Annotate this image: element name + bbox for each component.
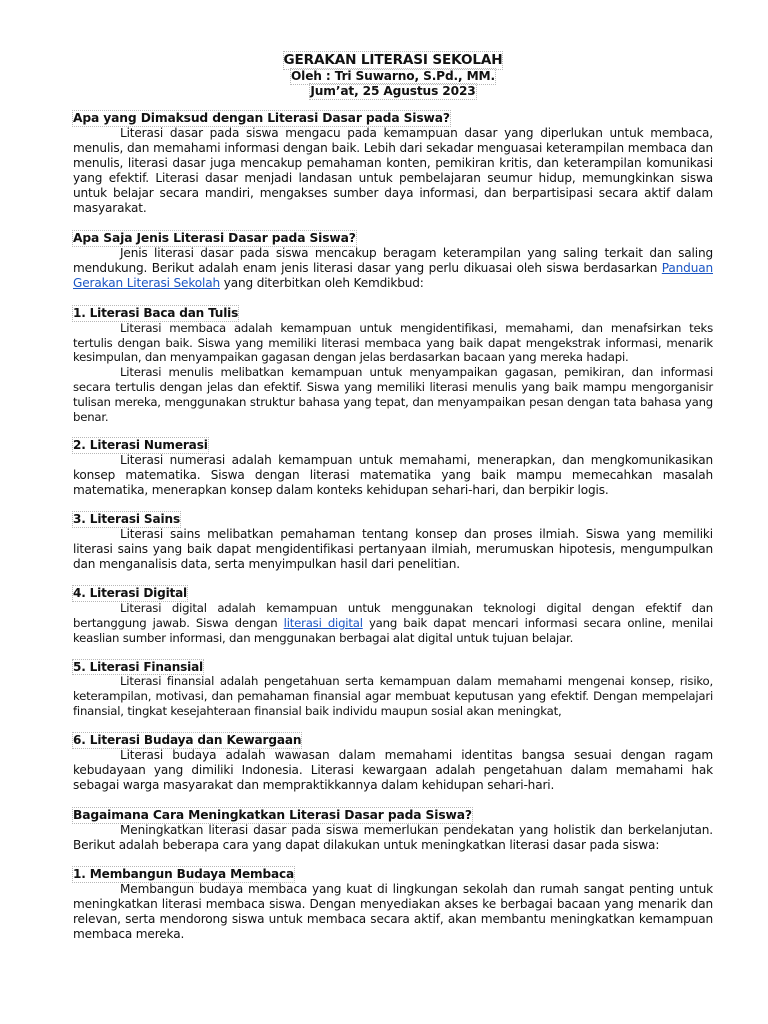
section-paragraph: Jenis literasi dasar pada siswa mencakup beragam keterampilan yang saling terkait dan saling mendukung. Berikut adalah enam jenis literasi dasar yang perlu dikuasai oleh siswa berdasarkan Panduan Gerakan Literasi Sekolah yang diterbitkan oleh Kemdikbud: — [73, 246, 713, 290]
subsection-paragraph: Literasi finansial adalah pengetahuan serta kemampuan dalam memahami mengenai konsep, risiko, keterampilan, motivasi, dan pemahaman finansial agar membuat keputusan yang efektif. Dengan mempelajari finansial, tingkat kesejahteraan finansial baik individu maupun sosial akan meningkat, — [73, 674, 713, 718]
literasi-digital-link[interactable]: literasi digital — [283, 615, 363, 630]
section-heading: Apa yang Dimaksud dengan Literasi Dasar pada Siswa? — [73, 111, 450, 125]
subsection-heading: 1. Literasi Baca dan Tulis — [73, 306, 239, 320]
subsection-paragraph: Membangun budaya membaca yang kuat di lingkungan sekolah dan rumah sangat penting untuk meningkatkan literasi membaca siswa. Dengan menyediakan akses ke berbagai bacaan yang menarik dan relevan, serta mendorong siswa untuk membaca secara aktif, akan membantu meningkatkan kemampuan membaca mereka. — [73, 881, 713, 941]
document-author: Oleh : Tri Suwarno, S.Pd., MM. — [290, 69, 496, 83]
subsection-paragraph: Literasi sains melibatkan pemahaman tentang konsep dan proses ilmiah. Siswa yang memiliki literasi sains yang baik dapat mengidentifikasi pertanyaan ilmiah, merumuskan hipotesis, mengumpulkan dan menganalisis data, serta menyimpulkan hasil dari penelitian. — [73, 527, 713, 572]
section-heading: Bagaimana Cara Meningkatkan Literasi Dasar pada Siswa? — [73, 807, 472, 822]
type-finansial — [73, 660, 713, 719]
subsection-paragraph: Literasi numerasi adalah kemampuan untuk memahami, menerapkan, dan mengkomunikasikan konsep matematika. Siswa dengan literasi matematika yang baik mampu memecahkan masalah matematika, menerapkan konsep dalam konteks kehidupan sehari-hari, dan berpikir logis. — [73, 453, 713, 498]
subsection-heading: 3. Literasi Sains — [73, 512, 181, 527]
subsection-heading: 6. Literasi Budaya dan Kewargaan — [73, 732, 302, 747]
section-heading: Apa Saja Jenis Literasi Dasar pada Siswa? — [73, 231, 356, 245]
way-budaya-membaca — [73, 867, 713, 942]
type-digital — [73, 586, 713, 645]
subsection-heading: 2. Literasi Numerasi — [73, 438, 208, 453]
type-baca-tulis — [73, 306, 713, 424]
section-paragraph: Meningkatkan literasi dasar pada siswa memerlukan pendekatan yang holistik dan berkelanjutan. Berikut adalah beberapa cara yang dapat dilakukan untuk meningkatkan literasi dasar pada siswa: — [73, 822, 713, 852]
section-types — [73, 231, 713, 291]
type-sains — [73, 512, 713, 572]
section-how-to-improve — [73, 808, 713, 853]
subsection-heading: 4. Literasi Digital — [73, 586, 188, 601]
subsection-paragraph: Literasi budaya adalah wawasan dalam memahami identitas bangsa sesuai dengan ragam kebudayaan yang dimiliki Indonesia. Literasi kewargaan adalah pengetahuan dalam memahami hak sebagai warga masyarakat dan mempraktikkannya dalam kehidupan sehari-hari. — [73, 747, 713, 792]
title-block — [73, 52, 713, 99]
subsection-paragraph: Literasi menulis melibatkan kemampuan untuk menyampaikan gagasan, pemikiran, dan informasi secara tertulis dengan jelas dan efektif. Siswa yang memiliki literasi menulis yang baik mampu mengorganisir tulisan mereka, menggunakan struktur bahasa yang tepat, dan menyampaikan pesan dengan tata bahasa yang benar. — [73, 365, 713, 424]
subsection-heading: 1. Membangun Budaya Membaca — [73, 866, 295, 881]
document-date: Jum’at, 25 Agustus 2023 — [310, 84, 476, 98]
subsection-paragraph: Literasi digital adalah kemampuan untuk menggunakan teknologi digital dengan efektif dan bertanggung jawab. Siswa dengan literasi digital yang baik dapat mencari informasi secara online, menilai keaslian sumber informasi, dan menggunakan berbagai alat digital untuk tujuan belajar. — [73, 601, 713, 645]
type-budaya-kewargaan — [73, 733, 713, 793]
type-numerasi — [73, 438, 713, 498]
subsection-heading: 5. Literasi Finansial — [73, 659, 203, 674]
document-title: GERAKAN LITERASI SEKOLAH — [283, 52, 503, 68]
section-definition — [73, 111, 713, 216]
section-paragraph: Literasi dasar pada siswa mengacu pada kemampuan dasar yang diperlukan untuk membaca, menulis, dan memahami informasi dengan baik. Lebih dari sekadar menguasai keterampilan membaca dan menulis, literasi dasar juga mencakup pemahaman konten, pemikiran kritis, dan keterampilan komunikasi yang efektif. Literasi dasar menjadi landasan untuk pembelajaran seumur hidup, memungkinkan siswa untuk belajar secara mandiri, mengakses sumber daya informasi, dan berpartisipasi secara aktif dalam masyarakat. — [73, 126, 713, 215]
subsection-paragraph: Literasi membaca adalah kemampuan untuk mengidentifikasi, memahami, dan menafsirkan teks tertulis dengan baik. Siswa yang memiliki literasi membaca yang baik dapat mengekstrak informasi, menarik kesimpulan, dan menyampaikan gagasan dengan jelas berdasarkan bacaan yang mereka hadapi. — [73, 320, 713, 365]
panduan-gls-link[interactable]: Panduan Gerakan Literasi Sekolah — [73, 261, 713, 290]
